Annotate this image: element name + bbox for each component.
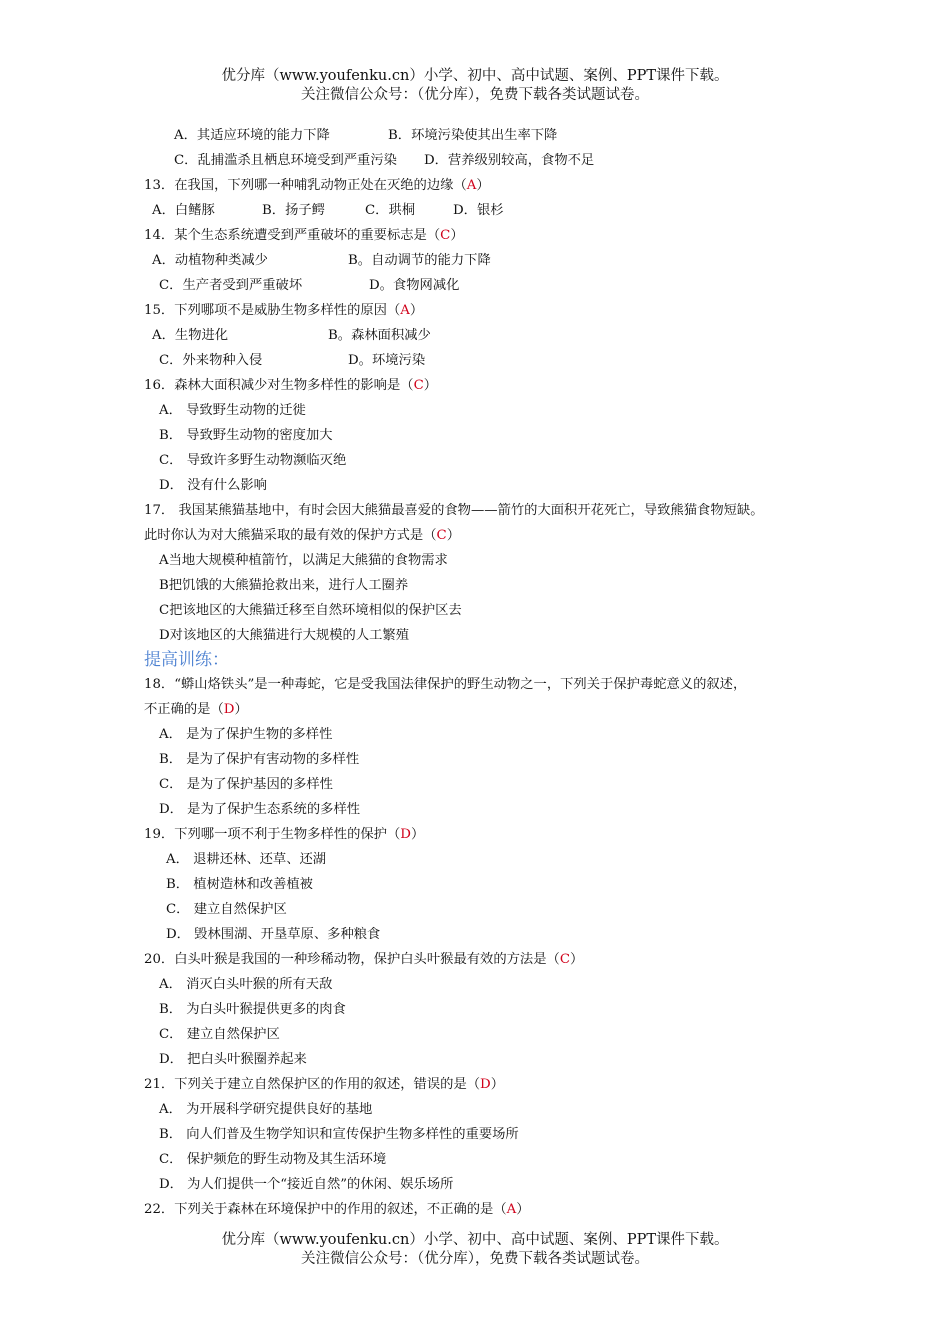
q20-stem-text: 20．白头叶猴是我国的一种珍稀动物，保护白头叶猴最有效的方法是（ (144, 952, 560, 967)
q21-option-b: B． 向人们普及生物学知识和宣传保护生物多样性的重要场所 (159, 1127, 519, 1142)
q18-stem-line-2 (144, 701, 248, 719)
q22-close: ） (516, 1202, 530, 1217)
q21-stem-text: 21．下列关于建立自然保护区的作用的叙述，错误的是（ (144, 1077, 481, 1092)
q16-stem (144, 377, 437, 395)
q17-stem-line-1: 17． 我国某熊猫基地中，有时会因大熊猫最喜爱的食物——箭竹的大面积开花死亡，导致熊猫食物短缺。 (144, 503, 764, 518)
q15-close: ） (409, 303, 424, 318)
q15-option-b: B。森林面积减少 (328, 328, 431, 343)
q16-close: ） (423, 378, 438, 393)
q15-option-c: C．外来物种入侵 (159, 353, 263, 368)
q14-answer: C (440, 228, 451, 243)
q13-option-c: C．珙桐 (365, 203, 416, 218)
q18-option-a: A． 是为了保护生物的多样性 (159, 727, 333, 742)
q13-stem-text: 13．在我国，下列哪一种哺乳动物正处在灭绝的边缘（ (144, 178, 467, 193)
q15-answer: A (400, 303, 410, 318)
q19-option-a: A． 退耕还林、还草、还湖 (166, 852, 327, 867)
q21-option-c: C． 保护频危的野生动物及其生活环境 (159, 1152, 387, 1167)
q17-option-d: D对该地区的大熊猫进行大规模的人工繁殖 (159, 628, 410, 643)
q22-stem (144, 1201, 530, 1219)
q13-option-a: A．白鳍豚 (152, 203, 215, 218)
q21-option-a: A． 为开展科学研究提供良好的基地 (159, 1102, 373, 1117)
q20-option-b: B． 为白头叶猴提供更多的肉食 (159, 1002, 346, 1017)
q16-option-b: B． 导致野生动物的密度加大 (159, 428, 333, 443)
q22-stem-text: 22．下列关于森林在环境保护中的作用的叙述，不正确的是（ (144, 1202, 507, 1217)
q19-option-c: C． 建立自然保护区 (166, 902, 287, 917)
q18-option-c: C． 是为了保护基因的多样性 (159, 777, 333, 792)
q19-stem-text: 19．下列哪一项不利于生物多样性的保护（ (144, 827, 401, 842)
page-footer (0, 1231, 950, 1269)
q17-option-b: B把饥饿的大熊猫抢救出来，进行人工圈养 (159, 578, 409, 593)
q13-answer: A (466, 178, 477, 193)
q20-option-a: A． 消灭白头叶猴的所有天敌 (159, 977, 333, 992)
q17-option-a: A当地大规模种植箭竹，以满足大熊猫的食物需求 (159, 553, 448, 568)
q15-option-a: A．生物进化 (152, 328, 229, 343)
q16-option-c: C． 导致许多野生动物濒临灭绝 (159, 453, 347, 468)
q22-answer: A (506, 1202, 517, 1217)
q17-option-c: C把该地区的大熊猫迁移至自然环境相似的保护区去 (159, 603, 462, 618)
q13-option-b: B．扬子鳄 (262, 203, 325, 218)
page-header (0, 67, 950, 105)
q18-answer: D (223, 702, 235, 717)
q16-option-d: D． 没有什么影响 (159, 478, 267, 493)
q12-option-d: D．营养级别较高，食物不足 (424, 153, 595, 168)
q14-option-a: A．动植物种类减少 (152, 253, 268, 268)
q20-option-c: C． 建立自然保护区 (159, 1027, 280, 1042)
q19-stem (144, 826, 424, 844)
q14-stem (144, 227, 464, 245)
q18-close: ） (234, 702, 248, 717)
q21-option-d: D． 为人们提供一个“接近自然”的休闲、娱乐场所 (159, 1177, 454, 1192)
q14-option-b: B。自动调节的能力下降 (348, 253, 491, 268)
q20-stem (144, 951, 583, 969)
q12-option-a: A．其适应环境的能力下降 (174, 128, 330, 143)
q12-option-b: B．环境污染使其出生率下降 (388, 128, 558, 143)
header-line-1: 优分库（www.youfenku.cn）小学、初中、高中试题、案例、PPT课件下载。 (221, 68, 729, 84)
footer-line-1: 优分库（www.youfenku.cn）小学、初中、高中试题、案例、PPT课件下载。 (221, 1232, 729, 1248)
q14-option-d: D。食物网减化 (369, 278, 460, 293)
q13-stem (144, 177, 490, 195)
q13-option-d: D．银杉 (453, 203, 504, 218)
q15-stem-text: 15．下列哪项不是威胁生物多样性的原因（ (144, 303, 401, 318)
footer-line-2: 关注微信公众号：（优分库），免费下载各类试题试卷。 (301, 1251, 649, 1267)
q17-stem-text: 此时你认为对大熊猫采取的最有效的保护方式是（ (144, 528, 437, 543)
q21-stem (144, 1076, 504, 1094)
q14-option-c: C．生产者受到严重破坏 (159, 278, 303, 293)
q18-stem-line-1: 18．“蟒山烙铁头”是一种毒蛇，它是受我国法律保护的野生动物之一，下列关于保护毒蛇意义的叙述， (144, 677, 747, 692)
q20-answer: C (559, 952, 571, 967)
q16-answer: C (413, 378, 424, 393)
q16-option-a: A． 导致野生动物的迁徙 (159, 403, 306, 418)
q15-option-d: D。环境污染 (348, 353, 426, 368)
q12-option-c: C．乱捕滥杀且栖息环境受到严重污染 (174, 153, 397, 168)
header-line-2: 关注微信公众号：（优分库），免费下载各类试题试卷。 (301, 87, 649, 103)
q17-answer: C (436, 528, 447, 543)
q19-answer: D (400, 827, 411, 842)
q18-option-b: B． 是为了保护有害动物的多样性 (159, 752, 360, 767)
q17-close: ） (446, 528, 461, 543)
q20-option-d: D． 把白头叶猴圈养起来 (159, 1052, 307, 1067)
q20-close: ） (570, 952, 584, 967)
q19-close: ） (410, 827, 425, 842)
q13-close: ） (476, 178, 490, 193)
q18-option-d: D． 是为了保护生态系统的多样性 (159, 802, 361, 817)
q21-answer: D (480, 1077, 491, 1092)
q14-close: ） (450, 228, 464, 243)
q18-stem-text: 不正确的是（ (144, 702, 224, 717)
q19-option-d: D． 毁林围湖、开垦草原、多种粮食 (166, 927, 381, 942)
q16-stem-text: 16．森林大面积减少对生物多样性的影响是（ (144, 378, 414, 393)
q15-stem (144, 302, 423, 320)
q19-option-b: B． 植树造林和改善植被 (166, 877, 313, 892)
q14-stem-text: 14．某个生态系统遭受到严重破坏的重要标志是（ (144, 228, 441, 243)
q17-stem-line-2 (144, 527, 460, 545)
q21-close: ） (490, 1077, 505, 1092)
section-title: 提高训练： (144, 650, 229, 670)
